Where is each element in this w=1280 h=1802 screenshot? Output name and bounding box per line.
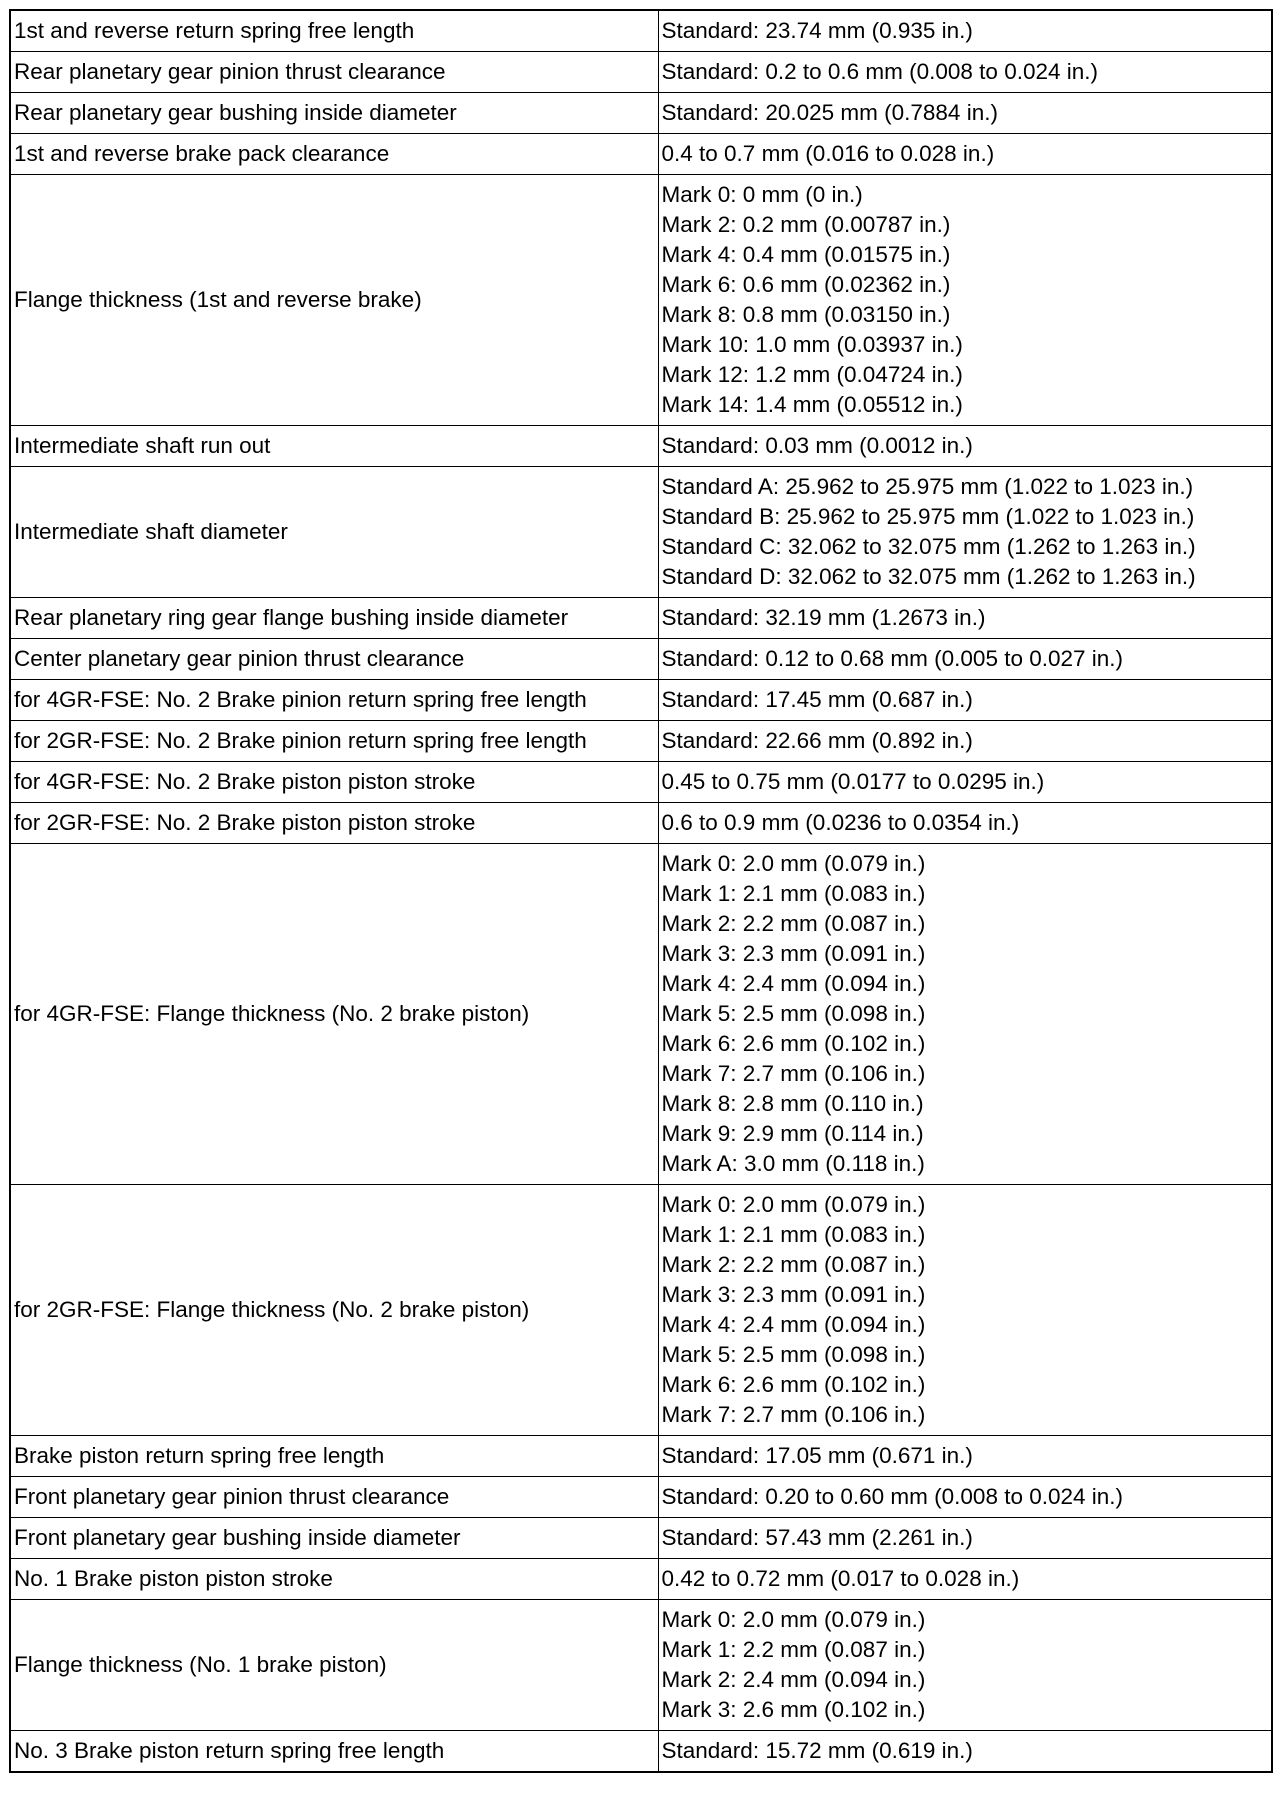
spec-value-line: Mark 6: 0.6 mm (0.02362 in.) <box>661 272 951 297</box>
table-row <box>10 467 1272 598</box>
spec-value-line: Mark 6: 2.6 mm (0.102 in.) <box>661 1031 926 1056</box>
spec-item-cell: No. 3 Brake piston return spring free length <box>10 1731 658 1773</box>
table-row <box>10 175 1272 426</box>
spec-value-line: Mark 5: 2.5 mm (0.098 in.) <box>661 1001 926 1026</box>
spec-value-line: Standard D: 32.062 to 32.075 mm (1.262 to 1.263 in.) <box>661 564 1196 589</box>
spec-item-cell: Brake piston return spring free length <box>10 1436 658 1477</box>
spec-value-line: Mark 5: 2.5 mm (0.098 in.) <box>661 1342 926 1367</box>
spec-value-line: Mark 0: 2.0 mm (0.079 in.) <box>661 1192 926 1217</box>
spec-value-line: Mark 12: 1.2 mm (0.04724 in.) <box>661 362 963 387</box>
spec-value-line: Mark 1: 2.2 mm (0.087 in.) <box>661 1637 926 1662</box>
spec-value-cell <box>658 93 1272 134</box>
spec-value-cell <box>658 134 1272 175</box>
spec-item-cell: Flange thickness (1st and reverse brake) <box>10 175 658 426</box>
spec-value-line: Mark 7: 2.7 mm (0.106 in.) <box>661 1061 926 1086</box>
spec-item-cell: 1st and reverse brake pack clearance <box>10 134 658 175</box>
spec-value-line: Mark 0: 2.0 mm (0.079 in.) <box>661 851 926 876</box>
spec-value-line: Mark 2: 2.2 mm (0.087 in.) <box>661 1252 926 1277</box>
spec-value-cell <box>658 639 1272 680</box>
spec-value-line: Mark 0: 2.0 mm (0.079 in.) <box>661 1607 926 1632</box>
spec-value-cell <box>658 844 1272 1185</box>
spec-value-cell <box>658 721 1272 762</box>
table-row <box>10 1185 1272 1436</box>
table-row <box>10 762 1272 803</box>
table-row <box>10 803 1272 844</box>
spec-value-line: Standard: 22.66 mm (0.892 in.) <box>661 728 973 753</box>
spec-value-line: Mark 14: 1.4 mm (0.05512 in.) <box>661 392 963 417</box>
spec-value-cell <box>658 175 1272 426</box>
table-row <box>10 1518 1272 1559</box>
spec-value-line: Mark 1: 2.1 mm (0.083 in.) <box>661 881 926 906</box>
spec-value-line: Standard: 0.12 to 0.68 mm (0.005 to 0.027 in.) <box>661 646 1124 671</box>
spec-value-cell <box>658 1600 1272 1731</box>
spec-value-cell <box>658 10 1272 52</box>
spec-value-line: 0.6 to 0.9 mm (0.0236 to 0.0354 in.) <box>661 810 1020 835</box>
spec-item-cell: 1st and reverse return spring free length <box>10 10 658 52</box>
spec-value-line: Mark 10: 1.0 mm (0.03937 in.) <box>661 332 963 357</box>
spec-value-cell <box>658 1436 1272 1477</box>
spec-item-cell: No. 1 Brake piston piston stroke <box>10 1559 658 1600</box>
spec-value-cell <box>658 426 1272 467</box>
table-row <box>10 10 1272 52</box>
spec-item-cell: Center planetary gear pinion thrust clearance <box>10 639 658 680</box>
spec-item-cell: Front planetary gear pinion thrust clearance <box>10 1477 658 1518</box>
table-row <box>10 1731 1272 1773</box>
spec-item-cell: Rear planetary ring gear flange bushing inside diameter <box>10 598 658 639</box>
table-row <box>10 1477 1272 1518</box>
spec-value-line: Standard C: 32.062 to 32.075 mm (1.262 to 1.263 in.) <box>661 534 1196 559</box>
spec-value-line: Mark 4: 2.4 mm (0.094 in.) <box>661 1312 926 1337</box>
table-row <box>10 844 1272 1185</box>
spec-value-line: Standard A: 25.962 to 25.975 mm (1.022 to 1.023 in.) <box>661 474 1194 499</box>
table-row <box>10 1436 1272 1477</box>
spec-value-cell <box>658 467 1272 598</box>
spec-item-cell: Intermediate shaft diameter <box>10 467 658 598</box>
spec-item-cell: for 4GR-FSE: No. 2 Brake pinion return spring free length <box>10 680 658 721</box>
specification-table-body <box>10 10 1272 1772</box>
table-row <box>10 680 1272 721</box>
spec-item-cell: for 2GR-FSE: Flange thickness (No. 2 brake piston) <box>10 1185 658 1436</box>
spec-item-cell: for 4GR-FSE: Flange thickness (No. 2 brake piston) <box>10 844 658 1185</box>
spec-value-cell <box>658 680 1272 721</box>
spec-item-cell: Front planetary gear bushing inside diameter <box>10 1518 658 1559</box>
table-row <box>10 1600 1272 1731</box>
spec-value-cell <box>658 598 1272 639</box>
table-row <box>10 598 1272 639</box>
table-row <box>10 93 1272 134</box>
spec-item-cell: for 2GR-FSE: No. 2 Brake piston piston stroke <box>10 803 658 844</box>
spec-value-line: Mark 4: 2.4 mm (0.094 in.) <box>661 971 926 996</box>
spec-value-line: Standard: 15.72 mm (0.619 in.) <box>661 1738 973 1763</box>
spec-value-line: Standard: 17.45 mm (0.687 in.) <box>661 687 973 712</box>
spec-item-cell: Intermediate shaft run out <box>10 426 658 467</box>
spec-value-line: Mark 8: 0.8 mm (0.03150 in.) <box>661 302 951 327</box>
spec-value-line: Mark A: 3.0 mm (0.118 in.) <box>661 1151 925 1176</box>
spec-value-line: 0.4 to 0.7 mm (0.016 to 0.028 in.) <box>661 141 995 166</box>
table-row <box>10 426 1272 467</box>
table-row <box>10 134 1272 175</box>
spec-value-line: Mark 8: 2.8 mm (0.110 in.) <box>661 1091 924 1116</box>
spec-value-cell <box>658 803 1272 844</box>
spec-value-line: Mark 3: 2.6 mm (0.102 in.) <box>661 1697 926 1722</box>
spec-value-line: Standard: 23.74 mm (0.935 in.) <box>661 18 973 43</box>
spec-value-line: Standard: 17.05 mm (0.671 in.) <box>661 1443 973 1468</box>
spec-value-line: Mark 7: 2.7 mm (0.106 in.) <box>661 1402 926 1427</box>
spec-value-line: Mark 2: 2.4 mm (0.094 in.) <box>661 1667 926 1692</box>
spec-value-line: Mark 6: 2.6 mm (0.102 in.) <box>661 1372 926 1397</box>
spec-value-line: Mark 3: 2.3 mm (0.091 in.) <box>661 941 926 966</box>
specification-table <box>9 9 1273 1773</box>
table-row <box>10 639 1272 680</box>
spec-value-cell <box>658 1518 1272 1559</box>
spec-value-line: Mark 0: 0 mm (0 in.) <box>661 182 863 207</box>
table-row <box>10 721 1272 762</box>
spec-value-line: Standard: 32.19 mm (1.2673 in.) <box>661 605 986 630</box>
spec-value-line: 0.45 to 0.75 mm (0.0177 to 0.0295 in.) <box>661 769 1045 794</box>
spec-value-line: Standard: 57.43 mm (2.261 in.) <box>661 1525 973 1550</box>
table-row <box>10 1559 1272 1600</box>
spec-value-line: Standard: 20.025 mm (0.7884 in.) <box>661 100 998 125</box>
spec-value-cell <box>658 1477 1272 1518</box>
spec-value-cell <box>658 1731 1272 1773</box>
spec-value-cell <box>658 1185 1272 1436</box>
spec-value-line: Standard: 0.2 to 0.6 mm (0.008 to 0.024 in.) <box>661 59 1099 84</box>
spec-item-cell: Flange thickness (No. 1 brake piston) <box>10 1600 658 1731</box>
spec-value-line: Standard: 0.03 mm (0.0012 in.) <box>661 433 973 458</box>
spec-value-line: Standard: 0.20 to 0.60 mm (0.008 to 0.024 in.) <box>661 1484 1124 1509</box>
spec-item-cell: for 4GR-FSE: No. 2 Brake piston piston stroke <box>10 762 658 803</box>
spec-value-line: Standard B: 25.962 to 25.975 mm (1.022 to 1.023 in.) <box>661 504 1195 529</box>
spec-item-cell: Rear planetary gear pinion thrust clearance <box>10 52 658 93</box>
spec-value-line: Mark 9: 2.9 mm (0.114 in.) <box>661 1121 924 1146</box>
spec-item-cell: for 2GR-FSE: No. 2 Brake pinion return spring free length <box>10 721 658 762</box>
spec-value-cell <box>658 1559 1272 1600</box>
spec-value-cell <box>658 762 1272 803</box>
spec-value-line: 0.42 to 0.72 mm (0.017 to 0.028 in.) <box>661 1566 1020 1591</box>
spec-value-line: Mark 4: 0.4 mm (0.01575 in.) <box>661 242 951 267</box>
spec-item-cell: Rear planetary gear bushing inside diameter <box>10 93 658 134</box>
table-row <box>10 52 1272 93</box>
spec-value-cell <box>658 52 1272 93</box>
spec-value-line: Mark 2: 2.2 mm (0.087 in.) <box>661 911 926 936</box>
spec-value-line: Mark 1: 2.1 mm (0.083 in.) <box>661 1222 926 1247</box>
spec-value-line: Mark 2: 0.2 mm (0.00787 in.) <box>661 212 951 237</box>
spec-value-line: Mark 3: 2.3 mm (0.091 in.) <box>661 1282 926 1307</box>
